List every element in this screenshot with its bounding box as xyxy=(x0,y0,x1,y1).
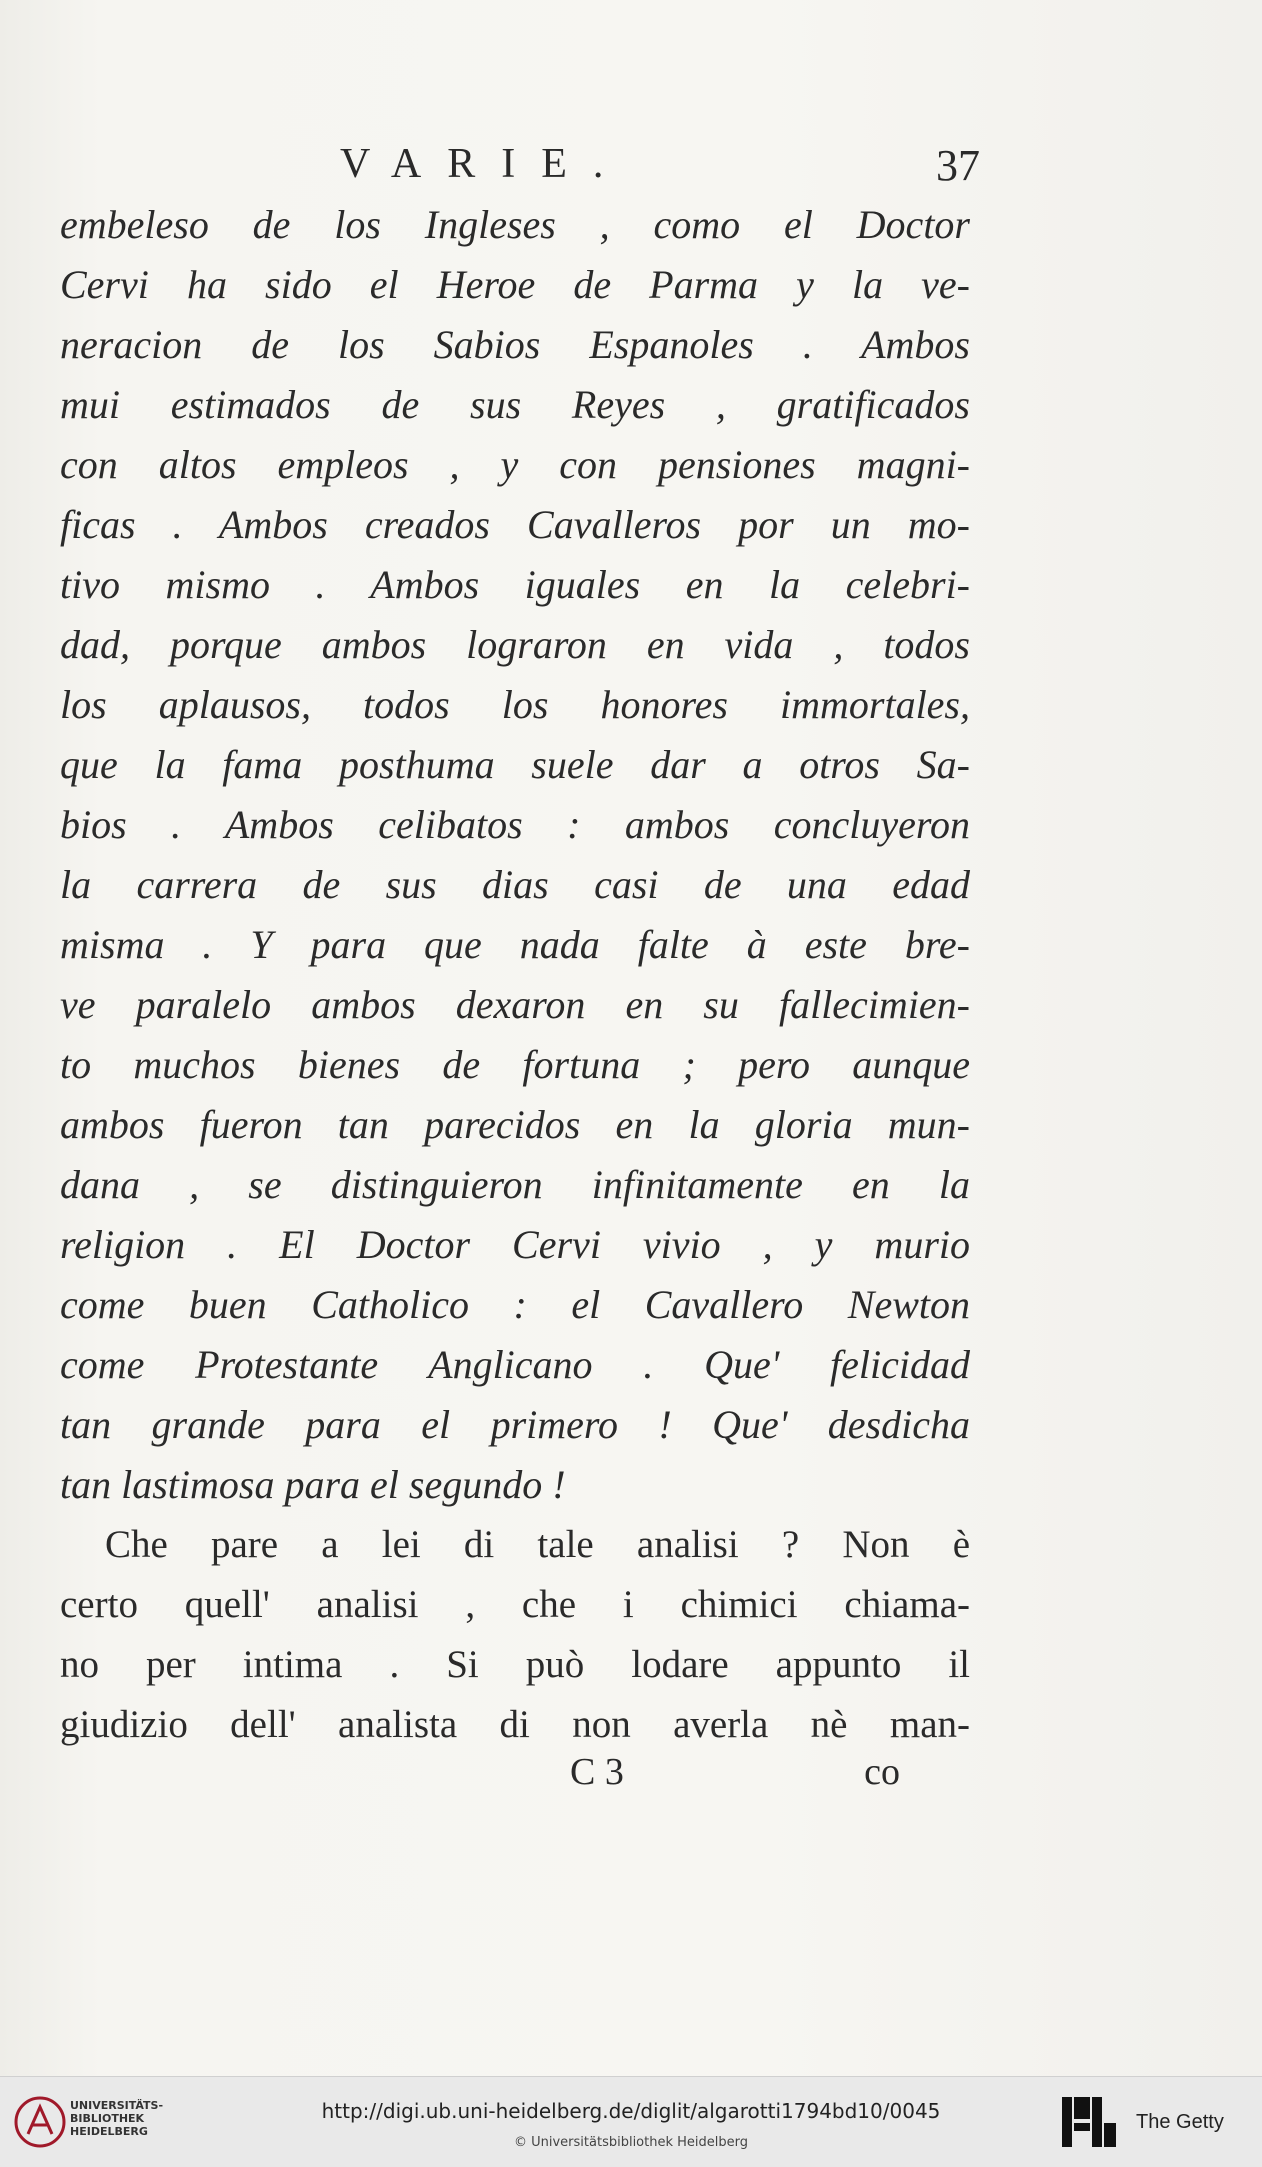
text-line: ambos fueron tan parecidos en la gloria mun- xyxy=(60,1102,970,1147)
text-line: embeleso de los Ingleses , como el Doctor xyxy=(60,202,970,247)
text-line: giudizio dell' analista di non averla nè man- xyxy=(60,1703,970,1746)
institution-name: UNIVERSITÄTS- BIBLIOTHEK HEIDELBERG xyxy=(70,2099,164,2138)
text-line: dana , se distinguieron infinitamente en la xyxy=(60,1162,970,1207)
text-line: mui estimados de sus Reyes , gratificados xyxy=(60,382,970,427)
getty-logo-icon xyxy=(1060,2093,1118,2153)
text-line: Cervi ha sido el Heroe de Parma y la ve- xyxy=(60,262,970,307)
page-url[interactable]: http://digi.ub.uni-heidelberg.de/diglit/algarotti1794bd10/0045 xyxy=(321,2099,941,2123)
page-number: 37 xyxy=(936,141,980,190)
text-line: que la fama posthuma suele dar a otros Sa- xyxy=(60,742,970,787)
body-text xyxy=(60,195,970,1755)
text-line: con altos empleos , y con pensiones magni- xyxy=(60,442,970,487)
text-line: ve paralelo ambos dexaron en su fallecimien- xyxy=(60,982,970,1027)
page-header xyxy=(340,140,980,200)
text-line: tivo mismo . Ambos iguales en la celebri- xyxy=(60,562,970,607)
text-line: los aplausos, todos los honores immortales, xyxy=(60,682,970,727)
text-line: tan lastimosa para el segundo ! xyxy=(60,1462,566,1507)
viewer-footer xyxy=(0,2076,1262,2167)
running-title: VARIE. xyxy=(340,141,630,187)
text-line: misma . Y para que nada falte à este bre- xyxy=(60,922,970,967)
text-line: certo quell' analisi , che i chimici chiama- xyxy=(60,1583,970,1626)
text-line: bios . Ambos celibatos : ambos concluyeron xyxy=(60,802,970,847)
text-line: neracion de los Sabios Espanoles . Ambos xyxy=(60,322,970,367)
text-line: to muchos bienes de fortuna ; pero aunque xyxy=(60,1042,970,1087)
text-line: Che pare a lei di tale analisi ? Non è xyxy=(105,1523,970,1566)
text-line: la carrera de sus dias casi de una edad xyxy=(60,862,970,907)
text-line: come buen Catholico : el Cavallero Newton xyxy=(60,1282,970,1327)
text-line: dad, porque ambos lograron en vida , todos xyxy=(60,622,970,667)
text-line: religion . El Doctor Cervi vivio , y murio xyxy=(60,1222,970,1267)
text-line: ficas . Ambos creados Cavalleros por un mo- xyxy=(60,502,970,547)
signature-line xyxy=(560,1750,900,1810)
text-line: tan grande para el primero ! Que' desdicha xyxy=(60,1402,970,1447)
partner-name: The Getty xyxy=(1136,2111,1224,2133)
signature-mark: C 3 xyxy=(570,1751,624,1793)
catchword: co xyxy=(864,1751,900,1793)
text-line: no per intima . Si può lodare appunto il xyxy=(60,1643,970,1686)
copyright-notice: © Universitätsbibliothek Heidelberg xyxy=(513,2135,748,2150)
text-line: come Protestante Anglicano . Que' felicidad xyxy=(60,1342,970,1387)
